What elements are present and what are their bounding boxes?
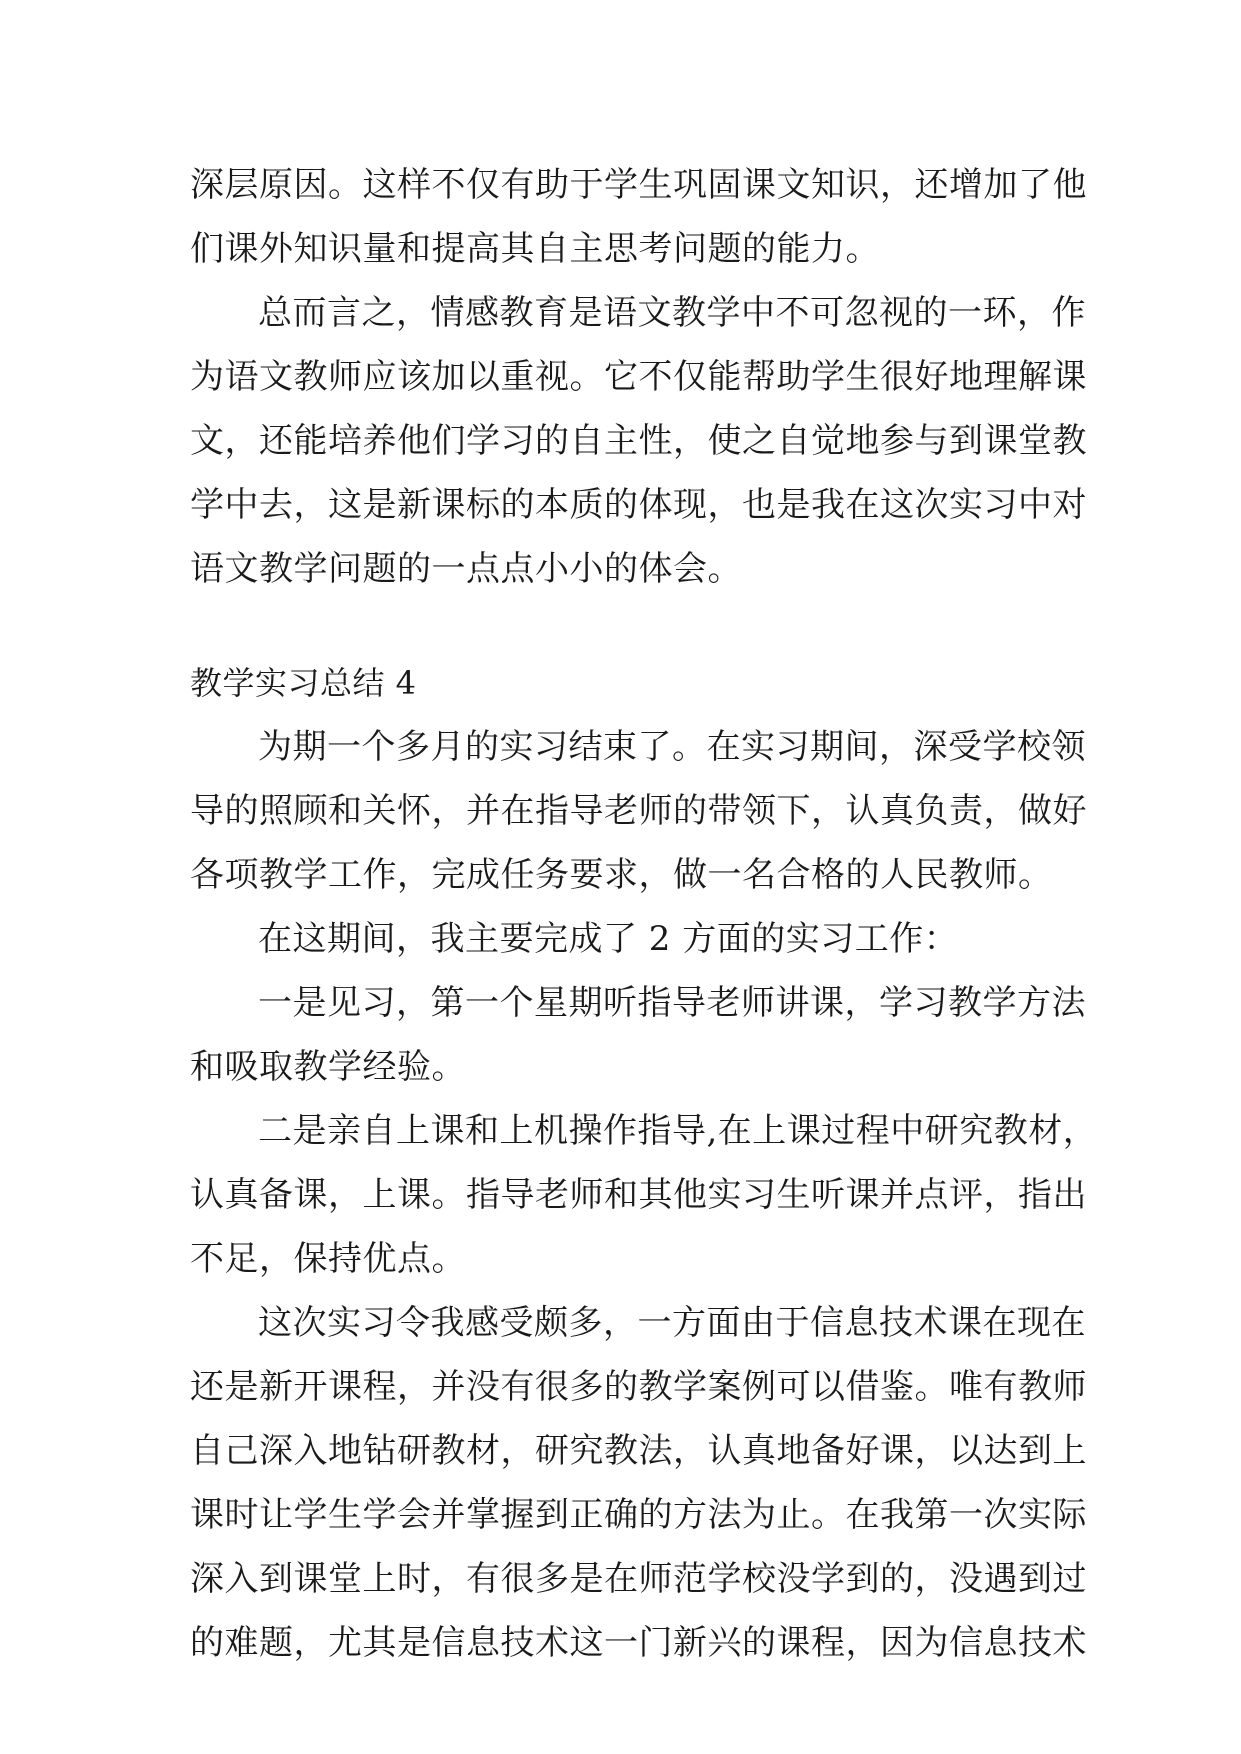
document-body: [190, 153, 1098, 1675]
text-line: 为期一个多月的实习结束了。在实习期间，深受学校领: [258, 727, 1086, 767]
text-line: 认真备课，上课。指导老师和其他实习生听课并点评，指出: [190, 1175, 1087, 1215]
text-line: 深层原因。这样不仅有助于学生巩固课文知识，还增加了他: [190, 165, 1087, 205]
paragraph: [190, 715, 1087, 907]
text-line: 课时让学生学会并掌握到正确的方法为止。在我第一次实际: [190, 1495, 1087, 1535]
text-line: 的难题，尤其是信息技术这一门新兴的课程，因为信息技术: [190, 1623, 1087, 1663]
paragraph: [190, 907, 1050, 971]
text-line: 二是亲自上课和上机操作指导,在上课过程中研究教材，: [258, 1111, 1098, 1151]
text-line: 在这期间，我主要完成了 2 方面的实习工作：: [258, 919, 959, 959]
paragraph: [190, 971, 1086, 1099]
paragraph: [190, 281, 1087, 601]
text-line: 这次实习令我感受颇多，一方面由于信息技术课在现在: [258, 1303, 1086, 1343]
text-line: 为语文教师应该加以重视。它不仅能帮助学生很好地理解课: [190, 357, 1087, 397]
text-line: 各项教学工作，完成任务要求，做一名合格的人民教师。: [190, 855, 1053, 895]
section-heading: 教学实习总结 4: [190, 664, 417, 702]
paragraph: [190, 1099, 1098, 1291]
text-line: 和吸取教学经验。: [190, 1047, 466, 1087]
text-line: 深入到课堂上时，有很多是在师范学校没学到的，没遇到过: [190, 1559, 1087, 1599]
text-line: 不足，保持优点。: [190, 1239, 466, 1279]
text-line: 导的照顾和关怀，并在指导老师的带领下，认真负责，做好: [190, 791, 1087, 831]
text-line: 文，还能培养他们学习的自主性，使之自觉地参与到课堂教: [190, 421, 1087, 461]
text-line: 一是见习，第一个星期听指导老师讲课，学习教学方法: [258, 983, 1086, 1023]
text-line: 学中去，这是新课标的本质的体现，也是我在这次实习中对: [190, 485, 1087, 525]
text-line: 们课外知识量和提高其自主思考问题的能力。: [190, 229, 880, 269]
paragraph: [190, 153, 1087, 281]
text-line: 语文教学问题的一点点小小的体会。: [190, 549, 742, 589]
paragraphs-before: [190, 153, 1087, 601]
text-line: 还是新开课程，并没有很多的教学案例可以借鉴。唯有教师: [190, 1367, 1087, 1407]
text-line: 总而言之，情感教育是语文教学中不可忽视的一环，作: [258, 293, 1086, 333]
text-line: 自己深入地钻研教材，研究教法，认真地备好课，以达到上: [190, 1431, 1087, 1471]
paragraphs-after: [190, 715, 1098, 1675]
paragraph: [190, 1291, 1087, 1675]
